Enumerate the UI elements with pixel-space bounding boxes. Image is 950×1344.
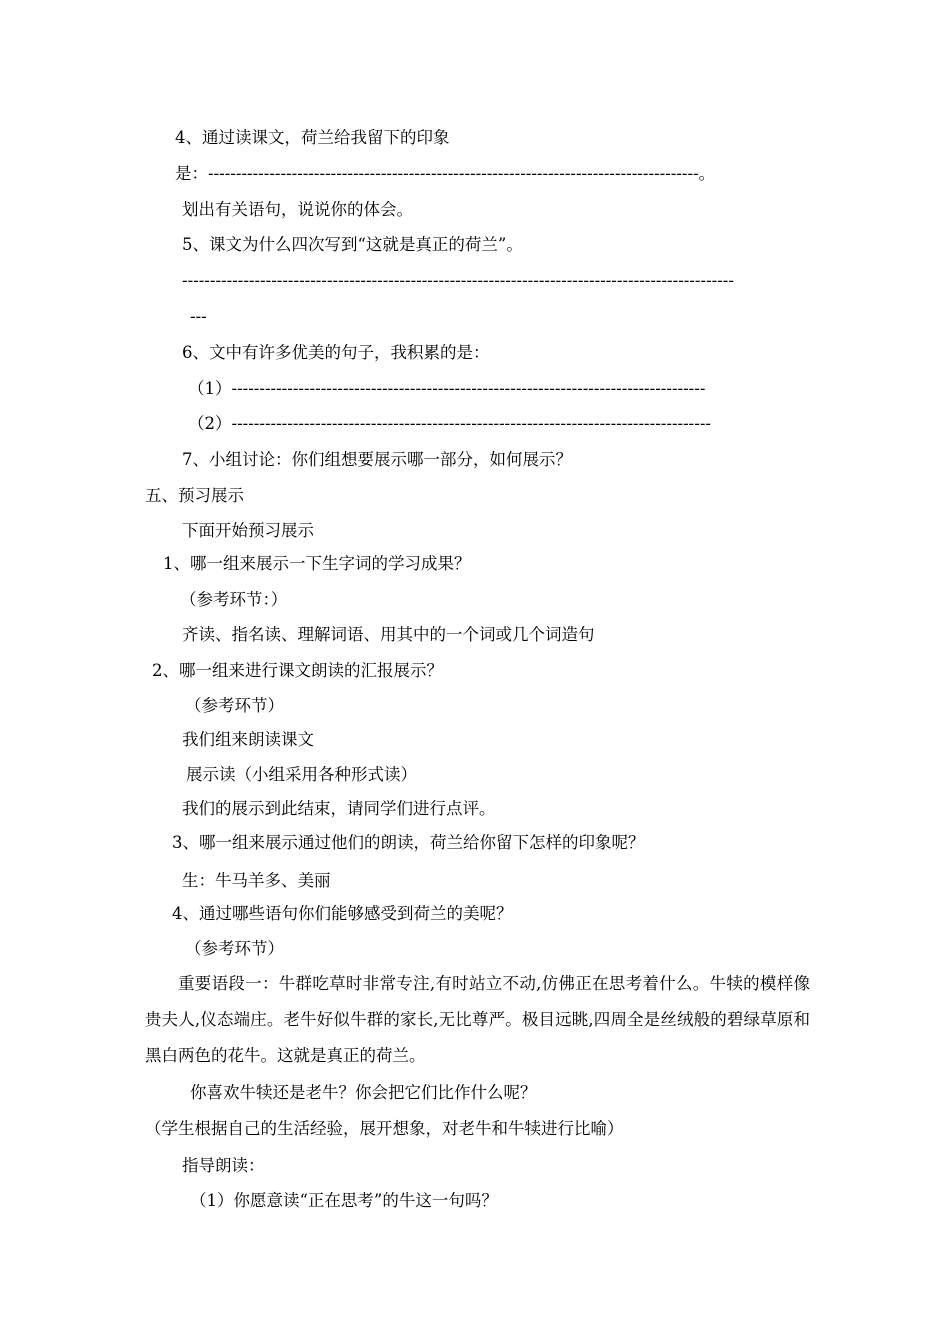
question-4-answer-blank: 是：----------------------------------------------------------------------------------------。: [175, 164, 716, 183]
step-4-question: 你喜欢牛犊还是老牛？你会把它们比作什么呢？: [190, 1083, 537, 1102]
reading-guidance-label: 指导朗读：: [182, 1156, 265, 1175]
step-2-line-3: 我们的展示到此结束，请同学们进行点评。: [182, 799, 496, 818]
reading-guidance-item-1: （1）你愿意读“正在思考”的牛这一句吗？: [190, 1191, 498, 1210]
step-3-answer: 生：牛马羊多、美丽: [182, 871, 331, 890]
question-7-title: 7、小组讨论：你们组想要展示哪一部分，如何展示？: [182, 450, 572, 469]
question-6-blank-1: （1）-------------------------------------------------------------------------------------: [188, 379, 706, 398]
section-5-intro: 下面开始预习展示: [182, 521, 314, 540]
step-3-title: 3、哪一组来展示通过他们的朗读，荷兰给你留下怎样的印象呢？: [172, 833, 645, 852]
question-5-answer-blank: ---------------------------------------------------------------------------------------------------: [182, 271, 734, 290]
question-4-hint: 划出有关语句，说说你的体会。: [182, 200, 413, 219]
step-4-reference: （参考环节）: [185, 939, 284, 958]
question-6-title: 6、文中有许多优美的句子，我积累的是：: [182, 343, 490, 362]
question-6-blank-2: （2）--------------------------------------------------------------------------------------: [188, 414, 711, 433]
section-5-heading: 五、预习展示: [145, 486, 244, 505]
step-1-reference: （参考环节：）: [180, 590, 288, 609]
step-2-title: 2、哪一组来进行课文朗读的汇报展示？: [152, 661, 443, 680]
question-4-title: 4、通过读课文，荷兰给我留下的印象: [175, 128, 450, 147]
step-4-title: 4、通过哪些语句你们能够感受到荷兰的美呢？: [172, 904, 513, 923]
step-1-body: 齐读、指名读、理解词语、用其中的一个词或几个词造句: [182, 625, 595, 644]
step-2-line-1: 我们组来朗读课文: [182, 730, 314, 749]
step-1-title: 1、哪一组来展示一下生字词的学习成果？: [163, 554, 471, 573]
question-5-title: 5、课文为什么四次写到“这就是真正的荷兰”。: [182, 235, 523, 254]
step-4-teacher-note: （学生根据自己的生活经验，展开想象，对老牛和牛犊进行比喻）: [145, 1119, 624, 1138]
step-2-reference: （参考环节）: [185, 696, 284, 715]
key-passage-paragraph: 重要语段一：牛群吃草时非常专注,有时站立不动,仿佛正在思考着什么。牛犊的模样像贵夫人,仪态端庄。老牛好似牛群的家长,无比尊严。极目远眺,四周全是丝绒般的碧绿草原和黑白两色的花牛。这就是真正的荷兰。: [145, 974, 810, 1065]
step-2-line-2: 展示读（小组采用各种形式读）: [186, 765, 417, 784]
question-5-answer-blank-continued: ---: [190, 307, 207, 326]
